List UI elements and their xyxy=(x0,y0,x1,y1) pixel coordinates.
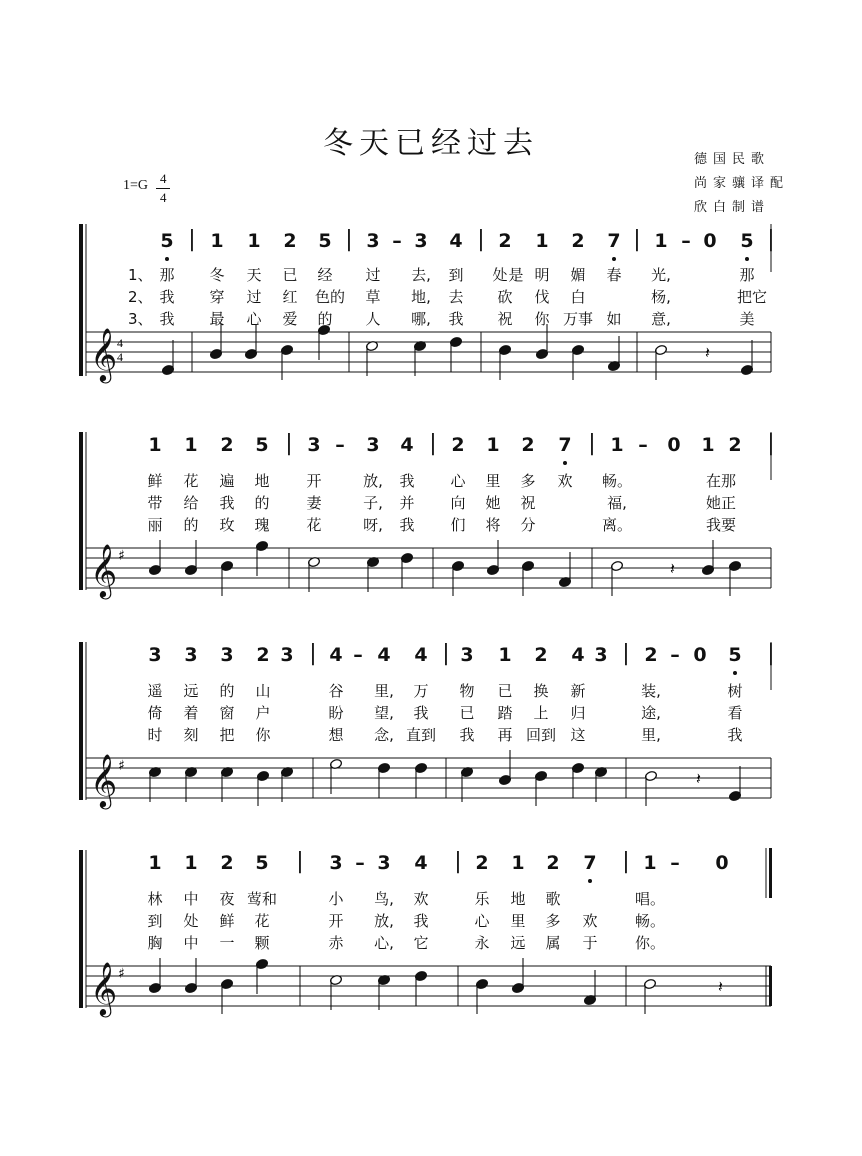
jianpu-note: 2 xyxy=(534,644,548,666)
lyric-syllable: 谷 xyxy=(328,682,344,700)
lyric-syllable: 畅。 xyxy=(601,472,633,490)
lyric-syllable: 唱。 xyxy=(634,890,666,908)
lyric-syllable: 的 xyxy=(219,682,235,700)
lyric-syllable: 最 xyxy=(209,310,225,328)
jianpu-note: – xyxy=(638,434,648,456)
lyric-syllable: 里, xyxy=(374,682,394,700)
lyric-syllable: 已 xyxy=(497,682,513,700)
lyric-syllable: 地 xyxy=(254,472,270,490)
lyric-syllable: 砍 xyxy=(497,288,513,306)
verse-number: 2、 xyxy=(128,288,153,306)
lyric-syllable: 胸 xyxy=(147,934,163,952)
lyric-syllable: 光, xyxy=(651,266,671,284)
jianpu-note: 1 xyxy=(610,434,624,456)
lyric-syllable: 户 xyxy=(255,704,271,722)
lyric-syllable: 这 xyxy=(570,726,586,744)
lyric-syllable: 在那 xyxy=(705,472,737,490)
jianpu-note: 3 xyxy=(594,644,608,666)
lyric-syllable: 我 xyxy=(159,288,175,306)
lyric-syllable: 哪, xyxy=(411,310,431,328)
jianpu-note: 1 xyxy=(486,434,500,456)
treble-clef-icon: 𝄞 xyxy=(90,327,118,381)
octave-dot xyxy=(588,879,592,883)
lyric-syllable: 天 xyxy=(246,266,262,284)
jianpu-note: 4 xyxy=(571,644,585,666)
treble-clef-icon: 𝄞 xyxy=(90,753,118,807)
jianpu-note: 1 xyxy=(535,230,549,252)
lyric-syllable: 地, xyxy=(411,288,431,306)
lyric-syllable: 着 xyxy=(183,704,199,722)
lyric-syllable: 子, xyxy=(363,494,383,512)
jianpu-note: 2 xyxy=(256,644,270,666)
staff-graphics xyxy=(0,848,862,1028)
lyric-syllable: 白 xyxy=(570,288,586,306)
lyric-syllable: 时 xyxy=(147,726,163,744)
jianpu-note: 5 xyxy=(255,852,269,874)
lyric-syllable: 想 xyxy=(328,726,344,744)
jianpu-note: 3 xyxy=(366,434,380,456)
key-label: 1=G xyxy=(123,178,149,193)
lyric-syllable: 你 xyxy=(534,310,550,328)
jianpu-note: 2 xyxy=(498,230,512,252)
jianpu-note: 3 xyxy=(377,852,391,874)
jianpu-note: 0 xyxy=(693,644,707,666)
lyric-syllable: 放, xyxy=(374,912,394,930)
jianpu-barline: | xyxy=(622,641,630,666)
lyric-syllable: 福, xyxy=(607,494,627,512)
lyric-syllable: 望, xyxy=(374,704,394,722)
lyric-syllable: 过 xyxy=(246,288,262,306)
lyric-syllable: 她 xyxy=(485,494,501,512)
jianpu-note: 1 xyxy=(184,852,198,874)
staff-time-top: 4 xyxy=(117,336,123,350)
jianpu-note: 3 xyxy=(307,434,321,456)
lyric-syllable: 已 xyxy=(282,266,298,284)
jianpu-note: – xyxy=(335,434,345,456)
lyric-syllable: 将 xyxy=(485,516,501,534)
jianpu-note: – xyxy=(392,230,402,252)
lyric-syllable: 红 xyxy=(282,288,298,306)
jianpu-note: 3 xyxy=(366,230,380,252)
lyric-syllable: 鲜 xyxy=(147,472,163,490)
lyric-syllable: 开 xyxy=(306,472,322,490)
jianpu-note: 7 xyxy=(583,852,597,874)
lyric-syllable: 树 xyxy=(727,682,743,700)
system-bracket xyxy=(79,642,83,800)
octave-dot xyxy=(733,671,737,675)
lyric-syllable: 我 xyxy=(413,704,429,722)
lyric-syllable: 开 xyxy=(328,912,344,930)
lyric-syllable: 如 xyxy=(606,310,622,328)
jianpu-note: 2 xyxy=(283,230,297,252)
lyric-syllable: 去 xyxy=(448,288,464,306)
jianpu-note: 1 xyxy=(498,644,512,666)
lyric-syllable: 物 xyxy=(459,682,475,700)
lyric-syllable: 倚 xyxy=(147,704,163,722)
lyric-syllable: 装, xyxy=(641,682,661,700)
jianpu-note: 2 xyxy=(220,434,234,456)
lyric-syllable: 万 xyxy=(413,682,429,700)
lyric-syllable: 欢 xyxy=(582,912,598,930)
lyric-syllable: 我 xyxy=(413,912,429,930)
jianpu-note: 2 xyxy=(220,852,234,874)
verse-number: 1、 xyxy=(128,266,153,284)
lyric-syllable: 你。 xyxy=(634,934,666,952)
jianpu-note: – xyxy=(353,644,363,666)
jianpu-barline: | xyxy=(309,641,317,666)
rest-icon: 𝄽 xyxy=(718,977,723,996)
octave-dot xyxy=(563,461,567,465)
lyric-syllable: 再 xyxy=(497,726,513,744)
staff-final-thick xyxy=(769,966,772,1006)
jianpu-note: 5 xyxy=(160,230,174,252)
lyric-syllable: 心 xyxy=(450,472,466,490)
jianpu-note: 2 xyxy=(475,852,489,874)
lyric-syllable: 意, xyxy=(651,310,671,328)
lyric-syllable: 丽 xyxy=(147,516,163,534)
jianpu-note: 4 xyxy=(414,644,428,666)
lyric-syllable: 那 xyxy=(739,266,755,284)
jianpu-note: 0 xyxy=(703,230,717,252)
lyric-syllable: 林 xyxy=(147,890,163,908)
lyric-syllable: 离。 xyxy=(601,516,633,534)
jianpu-note: 1 xyxy=(210,230,224,252)
lyric-syllable: 色的 xyxy=(314,288,346,306)
verse-number: 3、 xyxy=(128,310,153,328)
credit-translator: 尚家骧译配 xyxy=(694,176,790,191)
lyric-syllable: 多 xyxy=(520,472,536,490)
lyric-syllable: 把它 xyxy=(736,288,768,306)
lyric-syllable: 向 xyxy=(450,494,466,512)
jianpu-barline: | xyxy=(285,431,293,456)
octave-dot xyxy=(745,257,749,261)
lyric-syllable: 明 xyxy=(534,266,550,284)
lyric-syllable: 盼 xyxy=(328,704,344,722)
lyric-syllable: 换 xyxy=(533,682,549,700)
lyric-syllable: 呀, xyxy=(363,516,383,534)
lyric-syllable: 歌 xyxy=(545,890,561,908)
lyric-syllable: 归 xyxy=(570,704,586,722)
jianpu-note: 2 xyxy=(571,230,585,252)
jianpu-note: 2 xyxy=(546,852,560,874)
jianpu-note: 3 xyxy=(280,644,294,666)
jianpu-note: 2 xyxy=(521,434,535,456)
lyric-syllable: 里 xyxy=(485,472,501,490)
lyric-syllable: 给 xyxy=(183,494,199,512)
lyric-syllable: 窗 xyxy=(219,704,235,722)
jianpu-note: 1 xyxy=(148,852,162,874)
lyric-syllable: 杨, xyxy=(651,288,671,306)
lyric-syllable: 我 xyxy=(459,726,475,744)
final-barline-thick xyxy=(769,848,772,898)
jianpu-barline: | xyxy=(188,227,196,252)
lyric-syllable: 过 xyxy=(365,266,381,284)
key-sharp-icon: ♯ xyxy=(118,548,125,564)
song-title: 冬天已经过去 xyxy=(323,126,539,161)
jianpu-note: 1 xyxy=(643,852,657,874)
jianpu-note: 1 xyxy=(148,434,162,456)
system-bracket xyxy=(79,432,83,590)
lyric-syllable: 她正 xyxy=(705,494,737,512)
lyric-syllable: 的 xyxy=(183,516,199,534)
octave-dot xyxy=(165,257,169,261)
jianpu-note: 1 xyxy=(247,230,261,252)
jianpu-note: 5 xyxy=(728,644,742,666)
lyric-syllable: 心 xyxy=(474,912,490,930)
lyric-syllable: 回到 xyxy=(525,726,557,744)
jianpu-note: 3 xyxy=(220,644,234,666)
lyric-syllable: 踏 xyxy=(497,704,513,722)
lyric-syllable: 那 xyxy=(159,266,175,284)
lyric-syllable: 祝 xyxy=(520,494,536,512)
lyric-syllable: 的 xyxy=(254,494,270,512)
lyric-syllable: 颗 xyxy=(254,934,270,952)
lyric-syllable: 花 xyxy=(306,516,322,534)
lyric-syllable: 伐 xyxy=(534,288,550,306)
jianpu-note: 2 xyxy=(644,644,658,666)
lyric-syllable: 处 xyxy=(183,912,199,930)
jianpu-note: – xyxy=(355,852,365,874)
jianpu-note: 4 xyxy=(400,434,414,456)
lyric-syllable: 遍 xyxy=(219,472,235,490)
credit-origin: 德国民歌 xyxy=(694,152,771,167)
lyric-syllable: 心, xyxy=(374,934,394,952)
jianpu-note: 2 xyxy=(728,434,742,456)
lyric-syllable: 把 xyxy=(219,726,235,744)
lyric-syllable: 我要 xyxy=(705,516,737,534)
jianpu-barline: | xyxy=(477,227,485,252)
lyric-syllable: 祝 xyxy=(497,310,513,328)
jianpu-barline: | xyxy=(296,849,304,874)
key-sharp-icon: ♯ xyxy=(118,966,125,982)
lyric-syllable: 玫 xyxy=(219,516,235,534)
lyric-syllable: 鸟, xyxy=(374,890,394,908)
lyric-syllable: 乐 xyxy=(474,890,490,908)
lyric-syllable: 心 xyxy=(246,310,262,328)
jianpu-barline: | xyxy=(767,431,775,456)
staff-time-bottom: 4 xyxy=(117,350,123,364)
lyric-syllable: 刻 xyxy=(183,726,199,744)
lyric-syllable: 分 xyxy=(520,516,536,534)
lyric-syllable: 到 xyxy=(147,912,163,930)
lyric-syllable: 欢 xyxy=(413,890,429,908)
jianpu-note: 4 xyxy=(377,644,391,666)
lyric-syllable: 我 xyxy=(727,726,743,744)
jianpu-note: 3 xyxy=(329,852,343,874)
lyric-syllable: 途, xyxy=(641,704,661,722)
jianpu-note: 3 xyxy=(148,644,162,666)
lyric-syllable: 妻 xyxy=(306,494,322,512)
jianpu-note: 1 xyxy=(701,434,715,456)
jianpu-barline: | xyxy=(454,849,462,874)
jianpu-barline: | xyxy=(622,849,630,874)
lyric-syllable: 远 xyxy=(183,682,199,700)
lyric-syllable: 人 xyxy=(365,310,381,328)
lyric-syllable: 莺和 xyxy=(246,890,278,908)
lyric-syllable: 里, xyxy=(641,726,661,744)
rest-icon: 𝄽 xyxy=(696,769,701,788)
lyric-syllable: 小 xyxy=(328,890,344,908)
key-sharp-icon: ♯ xyxy=(118,758,125,774)
rest-icon: 𝄽 xyxy=(670,559,675,578)
lyric-syllable: 的 xyxy=(317,310,333,328)
jianpu-note: 4 xyxy=(329,644,343,666)
lyric-syllable: 草 xyxy=(365,288,381,306)
jianpu-note: – xyxy=(670,852,680,874)
lyric-syllable: 们 xyxy=(450,516,466,534)
lyric-syllable: 我 xyxy=(399,472,415,490)
lyric-syllable: 里 xyxy=(510,912,526,930)
lyric-syllable: 永 xyxy=(474,934,490,952)
jianpu-note: 5 xyxy=(318,230,332,252)
lyric-syllable: 经 xyxy=(317,266,333,284)
lyric-syllable: 中 xyxy=(183,934,199,952)
jianpu-note: 3 xyxy=(460,644,474,666)
lyric-syllable: 上 xyxy=(533,704,549,722)
lyric-syllable: 花 xyxy=(254,912,270,930)
lyric-syllable: 地 xyxy=(510,890,526,908)
lyric-syllable: 你 xyxy=(255,726,271,744)
jianpu-note: 3 xyxy=(414,230,428,252)
key-signature xyxy=(123,178,148,194)
time-bottom: 4 xyxy=(160,190,167,205)
jianpu-barline: | xyxy=(767,641,775,666)
lyric-syllable: 处 xyxy=(492,266,508,284)
lyric-syllable: 属 xyxy=(545,934,561,952)
lyric-syllable: 我 xyxy=(399,516,415,534)
jianpu-barline: | xyxy=(767,227,775,252)
lyric-syllable: 赤 xyxy=(328,934,344,952)
jianpu-note: 5 xyxy=(740,230,754,252)
lyric-syllable: 中 xyxy=(183,890,199,908)
lyric-syllable: 并 xyxy=(399,494,415,512)
lyric-syllable: 山 xyxy=(255,682,271,700)
lyric-syllable: 它 xyxy=(413,934,429,952)
lyric-syllable: 鲜 xyxy=(219,912,235,930)
lyric-syllable: 万事 xyxy=(562,310,594,328)
jianpu-note: 1 xyxy=(511,852,525,874)
lyric-syllable: 穿 xyxy=(209,288,225,306)
lyric-syllable: 直到 xyxy=(405,726,437,744)
jianpu-note: 7 xyxy=(558,434,572,456)
jianpu-note: – xyxy=(670,644,680,666)
lyric-syllable: 看 xyxy=(727,704,743,722)
treble-clef-icon: 𝄞 xyxy=(90,543,118,597)
credits xyxy=(694,148,789,220)
octave-dot xyxy=(612,257,616,261)
jianpu-note: 4 xyxy=(449,230,463,252)
lyric-syllable: 瑰 xyxy=(254,516,270,534)
lyric-syllable: 美 xyxy=(739,310,755,328)
system-bracket xyxy=(79,850,83,1008)
lyric-syllable: 我 xyxy=(219,494,235,512)
jianpu-barline: | xyxy=(429,431,437,456)
lyric-syllable: 冬 xyxy=(209,266,225,284)
lyric-syllable: 于 xyxy=(582,934,598,952)
lyric-syllable: 远 xyxy=(510,934,526,952)
lyric-syllable: 多 xyxy=(545,912,561,930)
jianpu-note: 0 xyxy=(667,434,681,456)
lyric-syllable: 爱 xyxy=(282,310,298,328)
time-top: 4 xyxy=(160,171,167,186)
jianpu-note: 3 xyxy=(184,644,198,666)
lyric-syllable: 欢 xyxy=(557,472,573,490)
lyric-syllable: 新 xyxy=(570,682,586,700)
jianpu-note: 1 xyxy=(654,230,668,252)
jianpu-barline: | xyxy=(588,431,596,456)
jianpu-note: 0 xyxy=(715,852,729,874)
lyric-syllable: 去, xyxy=(411,266,431,284)
jianpu-barline: | xyxy=(633,227,641,252)
rest-icon: 𝄽 xyxy=(705,343,710,362)
lyric-syllable: 春 xyxy=(606,266,622,284)
lyric-syllable: 一 xyxy=(219,934,235,952)
system-bracket xyxy=(79,224,83,376)
lyric-syllable: 带 xyxy=(147,494,163,512)
lyric-syllable: 花 xyxy=(183,472,199,490)
time-rule xyxy=(156,188,170,189)
lyric-syllable: 我 xyxy=(448,310,464,328)
lyric-syllable: 到 xyxy=(448,266,464,284)
lyric-syllable: 夜 xyxy=(219,890,235,908)
lyric-syllable: 媚 xyxy=(570,266,586,284)
lyric-syllable: 已 xyxy=(459,704,475,722)
jianpu-note: 4 xyxy=(414,852,428,874)
jianpu-barline: | xyxy=(442,641,450,666)
jianpu-note: 5 xyxy=(255,434,269,456)
jianpu-note: 1 xyxy=(184,434,198,456)
lyric-syllable: 遥 xyxy=(147,682,163,700)
lyric-syllable: 是 xyxy=(508,266,524,284)
jianpu-barline: | xyxy=(345,227,353,252)
jianpu-note: 2 xyxy=(451,434,465,456)
lyric-syllable: 念, xyxy=(374,726,394,744)
jianpu-note: 7 xyxy=(607,230,621,252)
treble-clef-icon: 𝄞 xyxy=(90,961,118,1015)
credit-typesetter: 欣白制谱 xyxy=(694,200,771,215)
jianpu-note: – xyxy=(681,230,691,252)
lyric-syllable: 放, xyxy=(363,472,383,490)
lyric-syllable: 我 xyxy=(159,310,175,328)
lyric-syllable: 畅。 xyxy=(634,912,666,930)
